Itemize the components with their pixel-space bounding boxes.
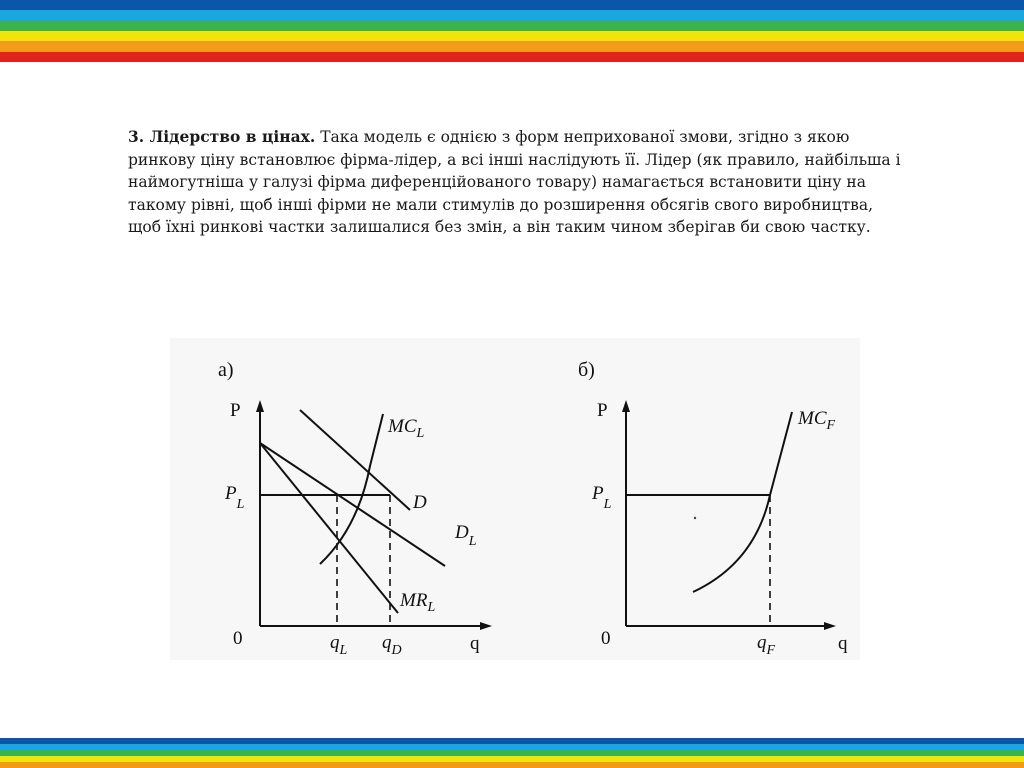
diagram-b-price-label: $P_L$ bbox=[592, 483, 612, 512]
diagram-a-x-arrow bbox=[480, 622, 492, 630]
paragraph-heading: 3. Лідерство в цінах. bbox=[128, 127, 316, 146]
diagram-a-marginal-revenue-line bbox=[260, 443, 398, 613]
rainbow-stripe bbox=[0, 10, 1024, 20]
rainbow-stripe bbox=[0, 21, 1024, 31]
bottom-rainbow-stripes bbox=[0, 738, 1024, 768]
diagram-a-x-label: q bbox=[470, 633, 480, 654]
diagram-a-ql-label: $q_L$ bbox=[330, 632, 348, 658]
price-leadership-diagrams bbox=[170, 338, 860, 660]
diagram-b-marginal-cost-curve bbox=[693, 412, 792, 592]
paragraph-body: Така модель є однією з форм неприхованої змови, згідно з якою ринкову ціну встановлює фірма-лідер, а всі інші наслідують її. Лідер (як правило, найбільша і наймогутніша у галузі фірма диференційованого товару) намагається встановити ціну на такому рівні, щоб інші фірми не мали стимулів до розширення обсягів свого виробництва, щоб їхні ринкові частки залишалися без змін, а він таким чином зберігав би свою частку. bbox=[128, 128, 901, 236]
diagram-b-x-label: q bbox=[838, 633, 848, 654]
rainbow-stripe bbox=[0, 41, 1024, 51]
diagram-a bbox=[218, 359, 492, 658]
rainbow-stripe bbox=[0, 52, 1024, 62]
rainbow-stripe bbox=[0, 31, 1024, 41]
diagram-a-origin: 0 bbox=[233, 628, 243, 649]
diagram-a-d-label: D bbox=[413, 492, 427, 513]
diagram-b-mc-label: $MC_F$ bbox=[798, 408, 836, 433]
top-rainbow-stripes bbox=[0, 0, 1024, 62]
diagram-a-label: а) bbox=[218, 359, 234, 381]
rainbow-stripe bbox=[0, 762, 1024, 768]
diagram-panel bbox=[170, 338, 860, 660]
rainbow-stripe bbox=[0, 0, 1024, 10]
diagram-a-dl-label: $D_L$ bbox=[455, 522, 477, 549]
diagram-b-qf-label: $q_F$ bbox=[757, 632, 776, 658]
diagram-a-qd-label: $q_D$ bbox=[382, 632, 402, 658]
diagram-a-y-arrow bbox=[256, 400, 264, 412]
diagram-b-y-label: P bbox=[597, 400, 608, 421]
diagram-b-origin: 0 bbox=[601, 628, 611, 649]
diagram-b bbox=[578, 359, 848, 658]
diagram-b-label: б) bbox=[578, 359, 595, 381]
diagram-a-mr-label: $MR_L$ bbox=[400, 590, 436, 615]
diagram-a-price-label: $P_L$ bbox=[225, 483, 245, 512]
diagram-b-y-arrow bbox=[622, 400, 630, 412]
diagram-b-x-arrow bbox=[824, 622, 836, 630]
slide-paragraph bbox=[128, 126, 908, 239]
diagram-b-scan-dot bbox=[694, 517, 696, 519]
diagram-a-y-label: P bbox=[230, 400, 241, 421]
diagram-a-mc-label: $MC_L$ bbox=[388, 416, 425, 441]
